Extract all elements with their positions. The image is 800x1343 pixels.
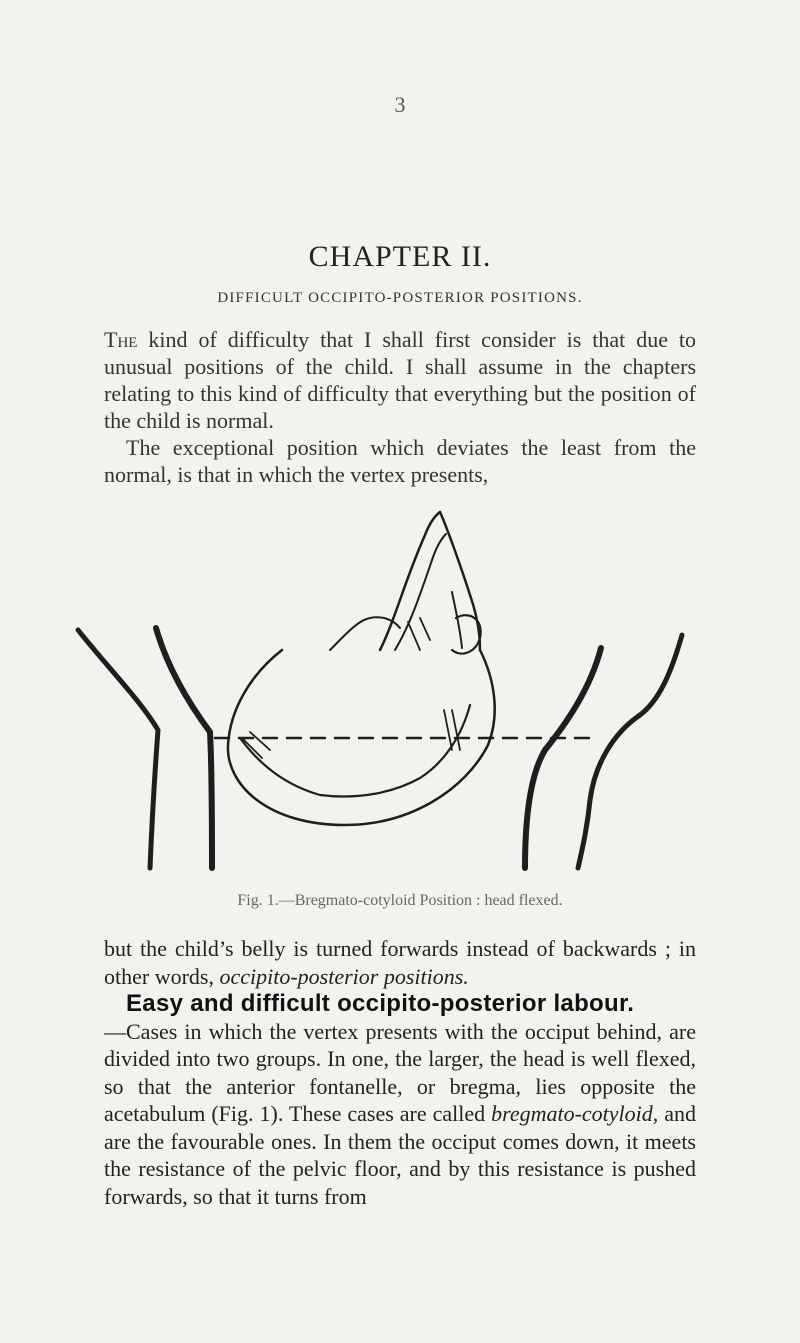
continuation-paragraph [104, 935, 696, 990]
fetal-face-mark [330, 617, 400, 650]
lead-small-caps: The [104, 327, 138, 352]
fetal-neck-left [380, 512, 440, 650]
intro-text [104, 326, 696, 488]
chapter-title: CHAPTER II. [308, 240, 492, 273]
fetal-shoulder-right [452, 592, 462, 648]
continuation-text: but the child’s belly is turned forwards instead of backwards ; in other words, [104, 936, 696, 989]
fetal-feature-mark [408, 618, 430, 650]
section-title: DIFFICULT OCCIPITO-POSTERIOR POSITIONS. [217, 290, 583, 306]
figure [0, 500, 800, 885]
fetal-ear [452, 615, 481, 653]
section-heading: Easy and difficult occipito-posterior labour. [126, 990, 635, 1017]
page-number: 3 [394, 92, 406, 117]
body-text-part-1: —Cases in which the vertex presents with the occiput behind, are divided into two groups. In one, the larger, the head is well flexed, so that the anterior fontanelle, or bregma, lies opposite the acetabulum (Fig. 1). These cases are called [104, 1018, 696, 1126]
body-italic-term: bregmato-cotyloid, [491, 1101, 659, 1126]
figure-caption: Fig. 1.—Bregmato-cotyloid Position : head flexed. [237, 892, 563, 909]
fetal-head-lower-curve [240, 705, 470, 796]
pelvis-inner-left-wall [156, 628, 212, 868]
body-text [104, 935, 696, 1210]
pelvis-outer-left-wall [78, 630, 158, 868]
intro-paragraph-1-text: kind of difficulty that I shall first consider is that due to unusual positions of the child. I shall assume in the chapters relating to this kind of difficulty that everything but the position of the child is normal. [104, 327, 697, 433]
intro-paragraph-1 [104, 326, 696, 434]
intro-paragraph-2: The exceptional position which deviates the least from the normal, is that in which the vertex presents, [104, 435, 696, 487]
pelvis-inner-right-wall [525, 648, 601, 868]
body-text-part-2: and are the favourable ones. In them the occiput comes down, it meets the resistance of the pelvic floor, and by this resistance is pushed forwards, so that it turns from [104, 1101, 697, 1209]
body-paragraph [104, 1018, 696, 1211]
continuation-italic: occipito-posterior positions. [219, 963, 469, 989]
bregmato-cotyloid-diagram [0, 500, 800, 885]
